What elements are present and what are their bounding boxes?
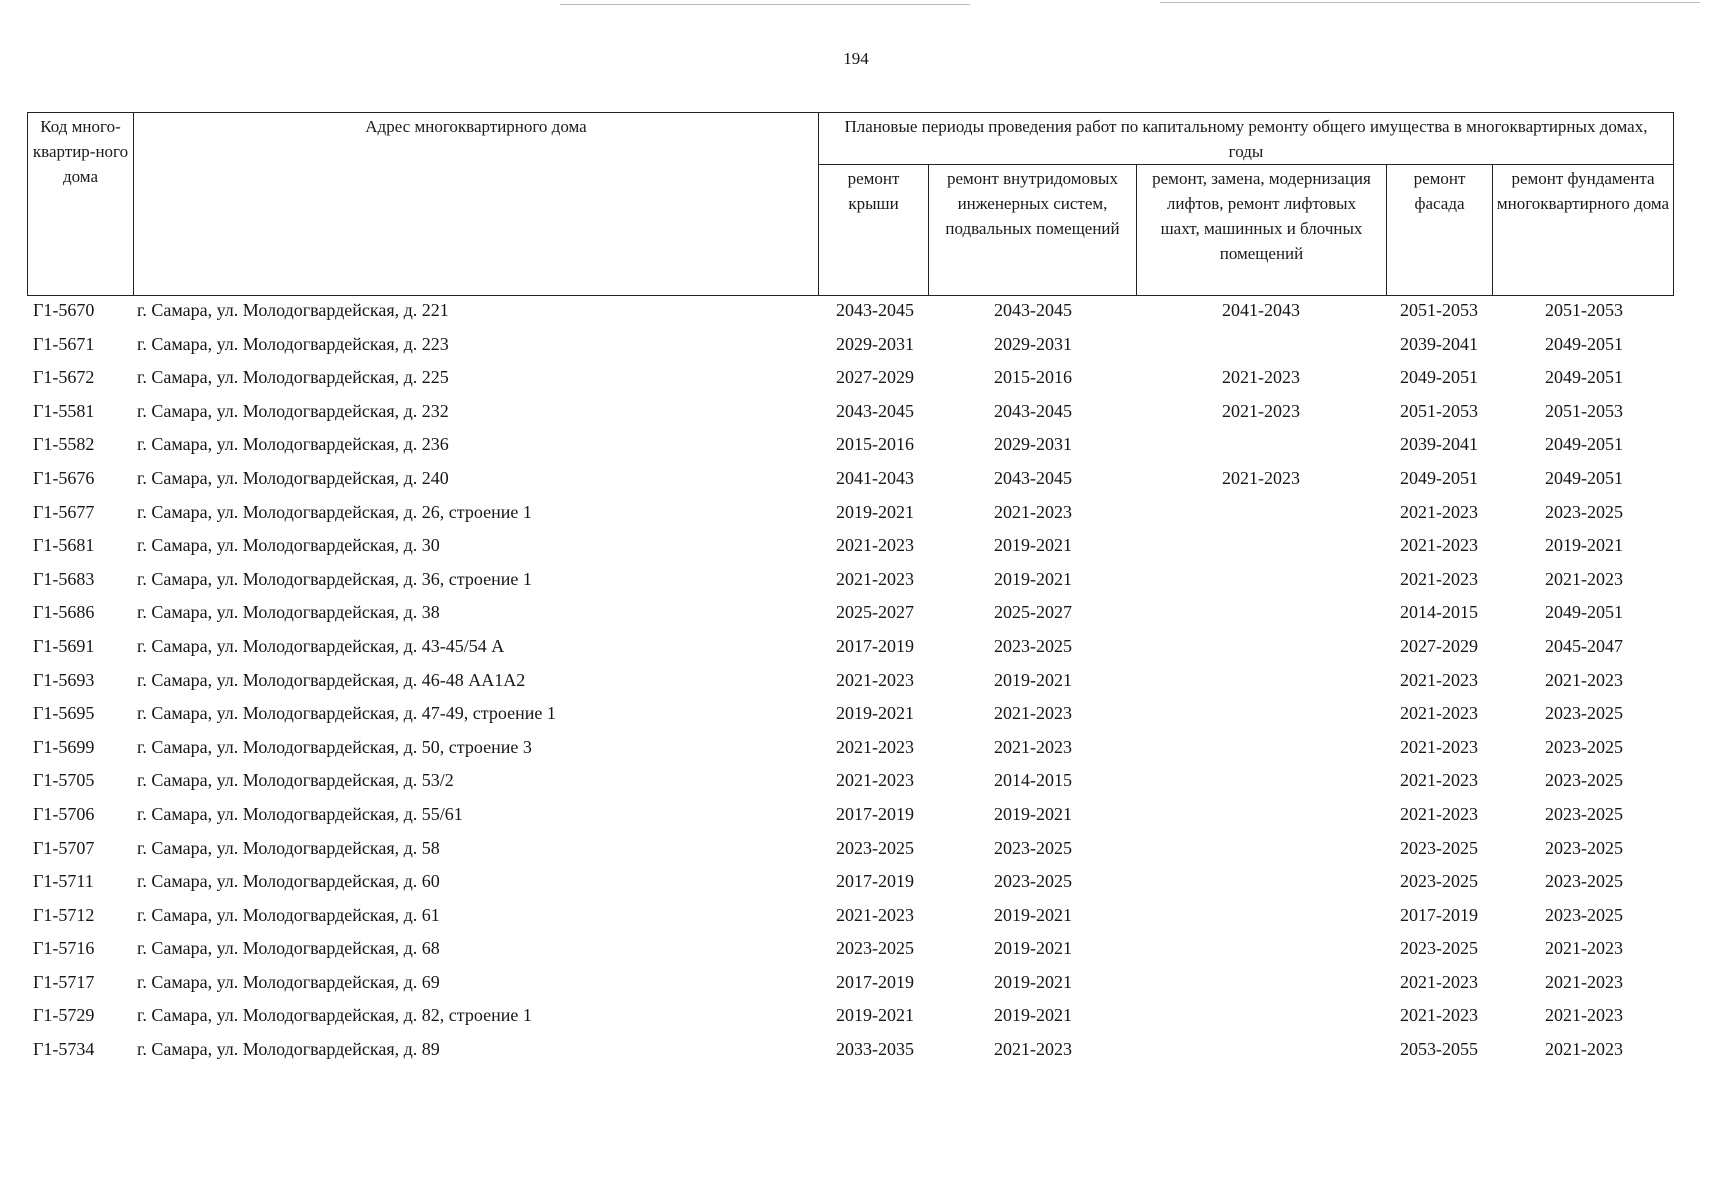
- table-row: [0, 362, 1712, 396]
- roof-repair-period: 2017-2019: [836, 803, 914, 824]
- table-row: [0, 564, 1712, 598]
- facade-repair-period: 2021-2023: [1400, 736, 1478, 757]
- header-systems: ремонт внутридомовых инженерных систем, подвальных помещений: [945, 169, 1120, 238]
- table-row: [0, 429, 1712, 463]
- foundation-repair-period: 2021-2023: [1545, 568, 1623, 589]
- table-row: [0, 295, 1712, 329]
- foundation-repair-period: 2049-2051: [1545, 333, 1623, 354]
- roof-repair-period: 2021-2023: [836, 770, 914, 791]
- house-address: г. Самара, ул. Молодогвардейская, д. 221: [137, 300, 449, 320]
- foundation-repair-period: 2023-2025: [1545, 871, 1623, 892]
- code-address-divider: [133, 112, 134, 295]
- house-code: Г1-5677: [33, 501, 95, 522]
- systems-repair-period: 2019-2021: [994, 938, 1072, 959]
- facade-repair-period: 2021-2023: [1400, 535, 1478, 556]
- facade-repair-period: 2021-2023: [1400, 1005, 1478, 1026]
- systems-repair-period: 2021-2023: [994, 1039, 1072, 1060]
- systems-repair-period: 2043-2045: [994, 300, 1072, 320]
- roof-repair-period: 2033-2035: [836, 1039, 914, 1060]
- house-address: г. Самара, ул. Молодогвардейская, д. 68: [137, 938, 440, 959]
- roof-repair-period: 2043-2045: [836, 300, 914, 320]
- foundation-repair-period: 2021-2023: [1545, 669, 1623, 690]
- systems-repair-period: 2019-2021: [994, 568, 1072, 589]
- foundation-repair-period: 2023-2025: [1545, 703, 1623, 724]
- systems-repair-period: 2019-2021: [994, 803, 1072, 824]
- table-right-border: [1673, 112, 1674, 295]
- systems-repair-period: 2021-2023: [994, 703, 1072, 724]
- systems-repair-period: 2021-2023: [994, 501, 1072, 522]
- foundation-repair-period: 2045-2047: [1545, 635, 1623, 656]
- house-code: Г1-5695: [33, 703, 95, 724]
- header-address: Адрес многоквартирного дома: [365, 117, 587, 136]
- house-code: Г1-5712: [33, 904, 95, 925]
- house-address: г. Самара, ул. Молодогвардейская, д. 89: [137, 1039, 440, 1060]
- house-address: г. Самара, ул. Молодогвардейская, д. 46-48 АА1А2: [137, 669, 526, 690]
- facade-repair-period: 2021-2023: [1400, 568, 1478, 589]
- roof-repair-period: 2043-2045: [836, 400, 914, 421]
- facade-repair-period: 2014-2015: [1400, 602, 1478, 623]
- house-code: Г1-5693: [33, 669, 95, 690]
- house-code: Г1-5717: [33, 971, 95, 992]
- house-address: г. Самара, ул. Молодогвардейская, д. 30: [137, 535, 440, 556]
- table-row: [0, 530, 1712, 564]
- house-code: Г1-5705: [33, 770, 95, 791]
- header-code: Код много-квартир-ного дома: [32, 117, 129, 186]
- table-row: [0, 866, 1712, 900]
- systems-repair-period: 2019-2021: [994, 1005, 1072, 1026]
- facade-repair-period: 2021-2023: [1400, 703, 1478, 724]
- house-code: Г1-5672: [33, 367, 95, 388]
- systems-repair-period: 2025-2027: [994, 602, 1072, 623]
- systems-repair-period: 2023-2025: [994, 635, 1072, 656]
- roof-repair-period: 2021-2023: [836, 904, 914, 925]
- table-row: [0, 1034, 1712, 1068]
- house-code: Г1-5699: [33, 736, 95, 757]
- house-code: Г1-5707: [33, 837, 95, 858]
- table-top-border: [27, 112, 1674, 113]
- house-address: г. Самара, ул. Молодогвардейская, д. 240: [137, 467, 449, 488]
- table-row: [0, 933, 1712, 967]
- roof-repair-period: 2021-2023: [836, 568, 914, 589]
- facade-repair-period: 2023-2025: [1400, 938, 1478, 959]
- facade-repair-period: 2051-2053: [1400, 300, 1478, 320]
- roof-repair-period: 2023-2025: [836, 837, 914, 858]
- foundation-repair-period: 2051-2053: [1545, 300, 1623, 320]
- lift-repair-period: 2021-2023: [1222, 400, 1300, 421]
- house-address: г. Самара, ул. Молодогвардейская, д. 82, строение 1: [137, 1005, 532, 1026]
- house-address: г. Самара, ул. Молодогвардейская, д. 47-49, строение 1: [137, 703, 556, 724]
- facade-repair-period: 2023-2025: [1400, 837, 1478, 858]
- facade-repair-period: 2021-2023: [1400, 669, 1478, 690]
- roof-repair-period: 2017-2019: [836, 635, 914, 656]
- facade-repair-period: 2053-2055: [1400, 1039, 1478, 1060]
- house-code: Г1-5686: [33, 602, 95, 623]
- foundation-repair-period: 2049-2051: [1545, 602, 1623, 623]
- header-roof: ремонт крыши: [847, 169, 900, 213]
- lift-repair-period: 2021-2023: [1222, 467, 1300, 488]
- header-periods: Плановые периоды проведения работ по капитальному ремонту общего имущества в многоквартирных домах, годы: [844, 117, 1648, 161]
- house-address: г. Самара, ул. Молодогвардейская, д. 232: [137, 400, 449, 421]
- roof-repair-period: 2019-2021: [836, 703, 914, 724]
- foundation-repair-period: 2023-2025: [1545, 501, 1623, 522]
- table-row: [0, 1000, 1712, 1034]
- house-code: Г1-5729: [33, 1005, 95, 1026]
- table-row: [0, 799, 1712, 833]
- house-code: Г1-5670: [33, 300, 95, 320]
- roof-repair-period: 2025-2027: [836, 602, 914, 623]
- foundation-repair-period: 2021-2023: [1545, 971, 1623, 992]
- roof-repair-period: 2017-2019: [836, 971, 914, 992]
- facade-repair-period: 2051-2053: [1400, 400, 1478, 421]
- foundation-repair-period: 2023-2025: [1545, 770, 1623, 791]
- foundation-repair-period: 2019-2021: [1545, 535, 1623, 556]
- table-row: [0, 732, 1712, 766]
- foundation-repair-period: 2021-2023: [1545, 1039, 1623, 1060]
- systems-repair-period: 2015-2016: [994, 367, 1072, 388]
- house-address: г. Самара, ул. Молодогвардейская, д. 26, строение 1: [137, 501, 532, 522]
- systems-repair-period: 2019-2021: [994, 535, 1072, 556]
- foundation-repair-period: 2049-2051: [1545, 434, 1623, 455]
- table-row: [0, 597, 1712, 631]
- header-lifts: ремонт, замена, модернизация лифтов, ремонт лифтовых шахт, машинных и блочных помещений: [1152, 169, 1371, 263]
- table-row: [0, 631, 1712, 665]
- house-address: г. Самара, ул. Молодогвардейская, д. 60: [137, 871, 440, 892]
- systems-repair-period: 2014-2015: [994, 770, 1072, 791]
- systems-repair-period: 2021-2023: [994, 736, 1072, 757]
- table-row: [0, 900, 1712, 934]
- facade-repair-period: 2021-2023: [1400, 971, 1478, 992]
- house-code: Г1-5691: [33, 635, 95, 656]
- facade-repair-period: 2023-2025: [1400, 871, 1478, 892]
- house-address: г. Самара, ул. Молодогвардейская, д. 55/61: [137, 803, 463, 824]
- house-code: Г1-5581: [33, 400, 95, 421]
- table-row: [0, 463, 1712, 497]
- systems-repair-period: 2023-2025: [994, 837, 1072, 858]
- period-group-divider: [818, 164, 1674, 165]
- roof-repair-period: 2021-2023: [836, 736, 914, 757]
- systems-repair-period: 2043-2045: [994, 400, 1072, 421]
- house-code: Г1-5681: [33, 535, 95, 556]
- systems-repair-period: 2023-2025: [994, 871, 1072, 892]
- roof-repair-period: 2021-2023: [836, 669, 914, 690]
- roof-repair-period: 2019-2021: [836, 501, 914, 522]
- facade-repair-period: 2021-2023: [1400, 770, 1478, 791]
- foundation-repair-period: 2021-2023: [1545, 938, 1623, 959]
- house-address: г. Самара, ул. Молодогвардейская, д. 223: [137, 333, 449, 354]
- lift-repair-period: 2021-2023: [1222, 367, 1300, 388]
- house-address: г. Самара, ул. Молодогвардейская, д. 225: [137, 367, 449, 388]
- facade-repair-period: 2049-2051: [1400, 467, 1478, 488]
- roof-repair-period: 2017-2019: [836, 871, 914, 892]
- house-address: г. Самара, ул. Молодогвардейская, д. 36, строение 1: [137, 568, 532, 589]
- roof-repair-period: 2021-2023: [836, 535, 914, 556]
- house-address: г. Самара, ул. Молодогвардейская, д. 38: [137, 602, 440, 623]
- table-row: [0, 497, 1712, 531]
- house-code: Г1-5582: [33, 434, 95, 455]
- house-address: г. Самара, ул. Молодогвардейская, д. 58: [137, 837, 440, 858]
- house-code: Г1-5683: [33, 568, 95, 589]
- house-code: Г1-5671: [33, 333, 95, 354]
- systems-repair-period: 2029-2031: [994, 434, 1072, 455]
- roof-repair-period: 2027-2029: [836, 367, 914, 388]
- house-address: г. Самара, ул. Молодогвардейская, д. 69: [137, 971, 440, 992]
- house-address: г. Самара, ул. Молодогвардейская, д. 50, строение 3: [137, 736, 532, 757]
- house-code: Г1-5676: [33, 467, 95, 488]
- roof-repair-period: 2019-2021: [836, 1005, 914, 1026]
- foundation-repair-period: 2021-2023: [1545, 1005, 1623, 1026]
- lift-repair-period: 2041-2043: [1222, 300, 1300, 320]
- foundation-repair-period: 2023-2025: [1545, 736, 1623, 757]
- house-code: Г1-5706: [33, 803, 95, 824]
- systems-repair-period: 2019-2021: [994, 971, 1072, 992]
- table-row: [0, 967, 1712, 1001]
- house-address: г. Самара, ул. Молодогвардейская, д. 61: [137, 904, 440, 925]
- facade-repair-period: 2027-2029: [1400, 635, 1478, 656]
- house-code: Г1-5734: [33, 1039, 95, 1060]
- house-code: Г1-5716: [33, 938, 95, 959]
- table-body: [0, 295, 1712, 1068]
- roof-repair-period: 2041-2043: [836, 467, 914, 488]
- roof-repair-period: 2029-2031: [836, 333, 914, 354]
- page-number: 194: [843, 49, 869, 68]
- facade-repair-period: 2039-2041: [1400, 333, 1478, 354]
- facade-repair-period: 2017-2019: [1400, 904, 1478, 925]
- foundation-repair-period: 2023-2025: [1545, 904, 1623, 925]
- systems-repair-period: 2019-2021: [994, 669, 1072, 690]
- foundation-repair-period: 2023-2025: [1545, 803, 1623, 824]
- foundation-repair-period: 2049-2051: [1545, 467, 1623, 488]
- scan-artifact-line: [560, 4, 970, 5]
- systems-repair-period: 2029-2031: [994, 333, 1072, 354]
- foundation-repair-period: 2049-2051: [1545, 367, 1623, 388]
- foundation-repair-period: 2023-2025: [1545, 837, 1623, 858]
- house-address: г. Самара, ул. Молодогвардейская, д. 236: [137, 434, 449, 455]
- table-row: [0, 396, 1712, 430]
- roof-repair-period: 2015-2016: [836, 434, 914, 455]
- house-address: г. Самара, ул. Молодогвардейская, д. 53/2: [137, 770, 454, 791]
- table-row: [0, 698, 1712, 732]
- foundation-repair-period: 2051-2053: [1545, 400, 1623, 421]
- house-address: г. Самара, ул. Молодогвардейская, д. 43-45/54 А: [137, 635, 505, 656]
- table-row: [0, 329, 1712, 363]
- systems-repair-period: 2043-2045: [994, 467, 1072, 488]
- systems-repair-period: 2019-2021: [994, 904, 1072, 925]
- facade-repair-period: 2021-2023: [1400, 501, 1478, 522]
- table-row: [0, 833, 1712, 867]
- facade-repair-period: 2049-2051: [1400, 367, 1478, 388]
- facade-repair-period: 2021-2023: [1400, 803, 1478, 824]
- table-row: [0, 665, 1712, 699]
- roof-repair-period: 2023-2025: [836, 938, 914, 959]
- scan-artifact-line: [1160, 2, 1700, 3]
- house-code: Г1-5711: [33, 871, 94, 892]
- header-facade: ремонт фасада: [1413, 169, 1466, 213]
- header-foundation: ремонт фундамента многоквартирного дома: [1496, 169, 1670, 213]
- facade-repair-period: 2039-2041: [1400, 434, 1478, 455]
- table-row: [0, 765, 1712, 799]
